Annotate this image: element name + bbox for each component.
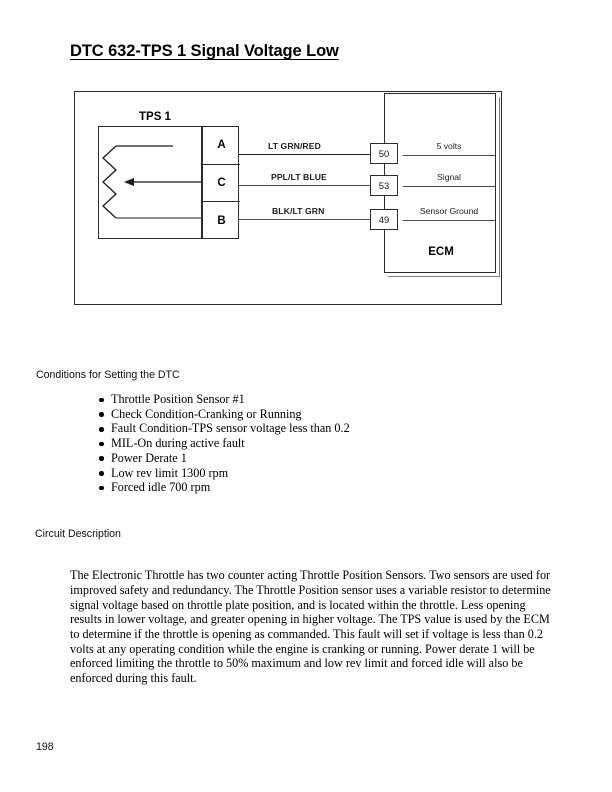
list-item: Low rev limit 1300 rpm (99, 466, 350, 481)
list-item: MIL-On during active fault (99, 436, 350, 451)
list-item: Check Condition-Cranking or Running (99, 407, 350, 422)
pin-box-50: 50 (370, 143, 398, 164)
list-item: Throttle Position Sensor #1 (99, 392, 350, 407)
ecm-label: ECM (428, 246, 454, 258)
terminal-a: A (203, 127, 240, 165)
pin-box-53: 53 (370, 175, 398, 196)
ecm-pin-label-signal: Signal (437, 172, 461, 182)
page-number: 198 (36, 741, 54, 753)
ecm-pin-label-sensor-ground: Sensor Ground (419, 206, 479, 216)
ecm-pin-label-5volts: 5 volts (436, 141, 462, 151)
conditions-list (99, 392, 350, 495)
circuit-description-heading: Circuit Description (35, 528, 121, 540)
list-item: Power Derate 1 (99, 451, 350, 466)
list-item: Fault Condition-TPS sensor voltage less than 0.2 (99, 421, 350, 436)
circuit-description-text: The Electronic Throttle has two counter acting Throttle Position Sensors. Two sensors are used for improved safety and redundancy. The Throttle Position sensor uses a variable resistor to determine signal voltage based on throttle plate position, and is located within the throttle. Less opening results in lower voltage, and greater opening in higher voltage. The TPS value is used by the ECM to determine if the throttle is opening as commanded. This fault will set if voltage is less than 0.2 volts at any operating condition while the engine is cranking or running. Power derate 1 will be enforced limiting the throttle to 50% maximum and low rev limit and forced idle will also be enforced during this fault. (70, 568, 551, 686)
terminal-c: C (203, 165, 240, 203)
variable-resistor-icon (98, 126, 202, 239)
pin-box-49: 49 (370, 209, 398, 230)
wire-label-a: LT GRN/RED (268, 141, 321, 151)
wire-label-b: BLK/LT GRN (272, 206, 325, 216)
list-item: Forced idle 700 rpm (99, 480, 350, 495)
conditions-heading: Conditions for Setting the DTC (36, 369, 180, 381)
terminal-b: B (217, 214, 226, 227)
ecm-line-5volts (403, 155, 495, 156)
tps-connector-block (202, 126, 239, 239)
ecm-module (384, 93, 496, 273)
tps-sensor-label: TPS 1 (139, 111, 171, 123)
page-title: DTC 632-TPS 1 Signal Voltage Low (70, 42, 339, 60)
wire-label-c: PPL/LT BLUE (271, 172, 327, 182)
ecm-line-sensor-ground (403, 220, 495, 221)
wiring-diagram (74, 91, 502, 305)
ecm-line-signal (403, 186, 495, 187)
